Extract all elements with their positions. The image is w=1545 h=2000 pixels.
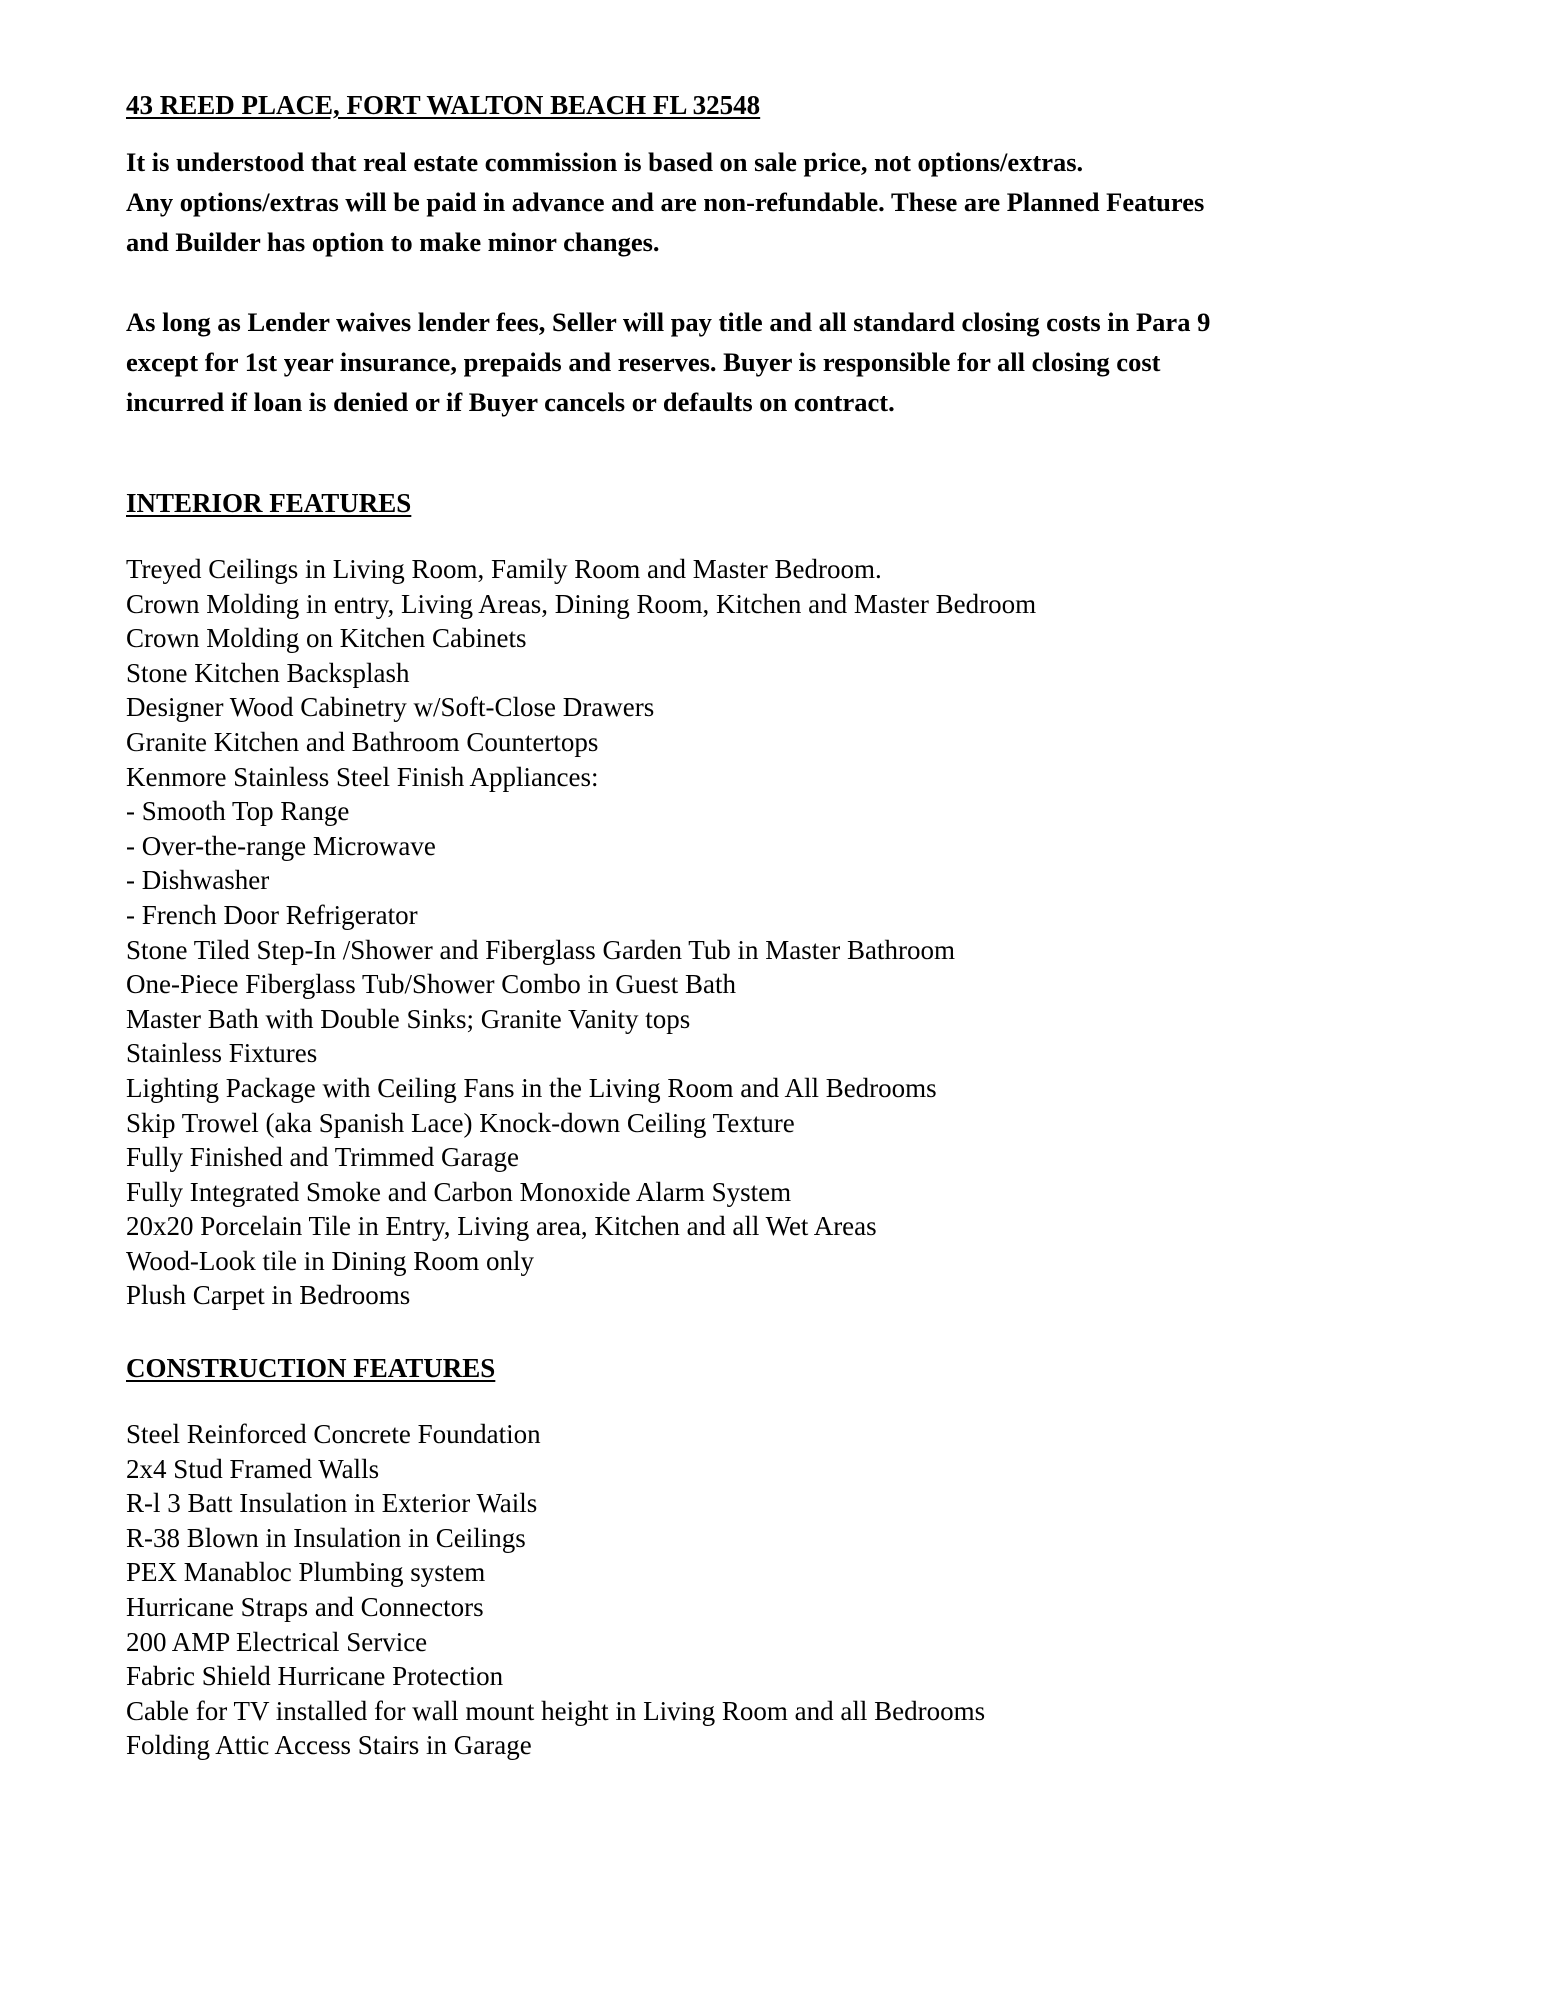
list-item: R-38 Blown in Insulation in Ceilings [126,1522,526,1553]
list-item: Hurricane Straps and Connectors [126,1592,484,1623]
list-item: - Smooth Top Range [126,796,350,827]
paragraph-line: It is understood that real estate commission is based on sale price, not options/extras. [126,147,1084,177]
construction-features-list [126,1417,1426,1763]
list-item: - Dishwasher [126,865,270,896]
paragraph-line: incurred if loan is denied or if Buyer cancels or defaults on contract. [126,387,895,417]
interior-features-list [126,552,1426,1313]
list-item: Lighting Package with Ceiling Fans in the Living Room and All Bedrooms [126,1072,937,1103]
list-item: Fabric Shield Hurricane Protection [126,1661,504,1692]
list-item: Skip Trowel (aka Spanish Lace) Knock-down Ceiling Texture [126,1107,795,1138]
paragraph-spacer [126,262,1426,302]
paragraph-line: As long as Lender waives lender fees, Seller will pay title and all standard closing costs in Para 9 [126,307,1211,337]
list-item: Treyed Ceilings in Living Room, Family Room and Master Bedroom. [126,554,882,584]
document-content [126,88,1426,1763]
list-item: Fully Integrated Smoke and Carbon Monoxide Alarm System [126,1176,792,1207]
closing-costs-paragraph [126,302,1426,422]
list-item: Stone Tiled Step-In /Shower and Fiberglass Garden Tub in Master Bathroom [126,934,955,965]
list-item: Fully Finished and Trimmed Garage [126,1142,519,1173]
construction-features-heading: CONSTRUCTION FEATURES [126,1353,496,1384]
list-item: Kenmore Stainless Steel Finish Appliances: [126,761,599,792]
list-item: Wood-Look tile in Dining Room only [126,1245,535,1276]
list-item: Master Bath with Double Sinks; Granite Vanity tops [126,1003,691,1034]
list-item: Plush Carpet in Bedrooms [126,1280,411,1311]
list-item: Granite Kitchen and Bathroom Countertops [126,726,599,757]
paragraph-line: except for 1st year insurance, prepaids and reserves. Buyer is responsible for all closing cost [126,347,1161,377]
commission-paragraph [126,142,1426,262]
list-item: R-l 3 Batt Insulation in Exterior Wails [126,1488,538,1519]
list-item: 200 AMP Electrical Service [126,1626,428,1657]
interior-features-heading: INTERIOR FEATURES [126,488,412,518]
list-item: Folding Attic Access Stairs in Garage [126,1730,532,1761]
list-item: 20x20 Porcelain Tile in Entry, Living area, Kitchen and all Wet Areas [126,1211,877,1242]
paragraph-line: Any options/extras will be paid in advance and are non-refundable. These are Planned Features [126,187,1205,217]
list-item: - Over-the-range Microwave [126,830,436,861]
paragraph-line: and Builder has option to make minor changes. [126,227,660,257]
list-item: Crown Molding in entry, Living Areas, Dining Room, Kitchen and Master Bedroom [126,588,1037,619]
list-item: Designer Wood Cabinetry w/Soft-Close Drawers [126,692,655,723]
list-item: Stainless Fixtures [126,1038,318,1069]
list-item: Crown Molding on Kitchen Cabinets [126,623,527,654]
list-item: Steel Reinforced Concrete Foundation [126,1419,541,1450]
list-item: - French Door Refrigerator [126,899,418,930]
list-item: One-Piece Fiberglass Tub/Shower Combo in Guest Bath [126,969,736,1000]
list-item: Cable for TV installed for wall mount height in Living Room and all Bedrooms [126,1695,986,1726]
property-address: 43 REED PLACE, FORT WALTON BEACH FL 32548 [126,90,761,120]
list-item: 2x4 Stud Framed Walls [126,1453,380,1484]
list-item: Stone Kitchen Backsplash [126,657,410,688]
list-item: PEX Manabloc Plumbing system [126,1557,486,1588]
